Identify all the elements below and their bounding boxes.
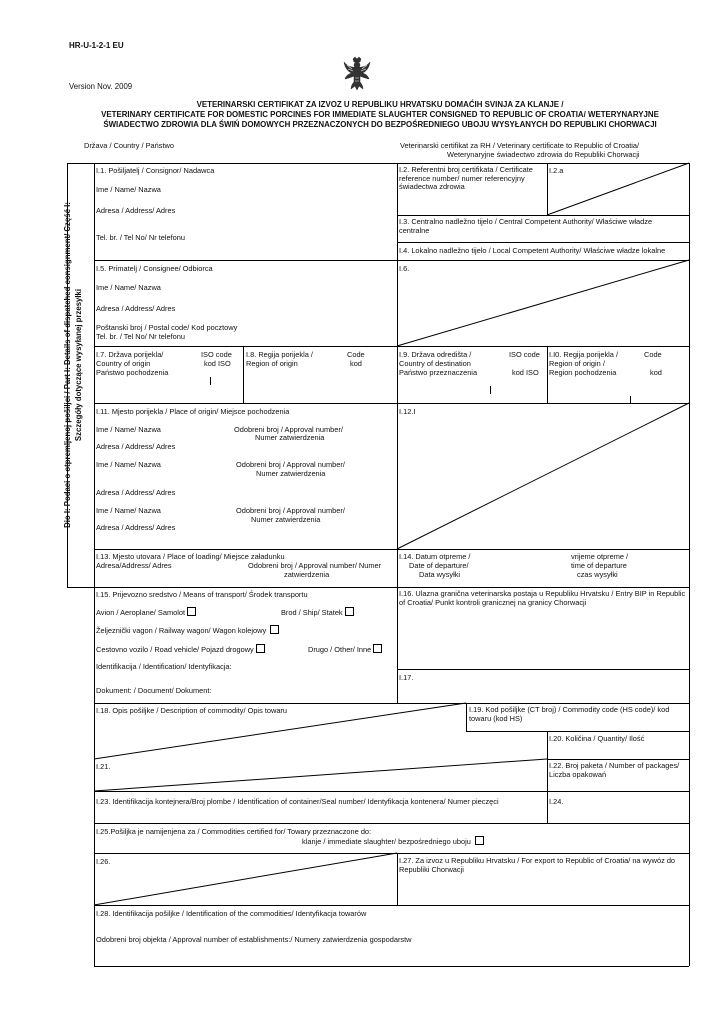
i16-entry-bip[interactable]: I.16. Ulazna granična veterinarska postaja u Republiku Hrvatsku / Entry BIP in Republic of Croatia/ Punkt kontroli granicznej na granicy Chorwacji [399,589,686,607]
i5-title: I.5. Primatelj / Consignee/ Odbiorca [96,264,213,273]
i12-label: I.12.I [399,407,416,416]
i13-approval-1: Odobreni broj / Approval number/ Numer [248,561,382,570]
i8-code-2: kod [350,359,362,368]
i10-label-2: Region of origin / [549,359,605,368]
i25-slaughter-option[interactable]: klanje / immediate slaughter/ bezpośredniego uboju [302,836,484,846]
version-label: Version Nov. 2009 [69,82,133,91]
i11-title: I.11. Mjesto porijekla / Place of origin/ Miejsce pochodzenia [96,407,290,416]
i18-description[interactable]: I.18. Opis pošiljke / Description of commodity/ Opis towaru [96,706,287,715]
i23-container[interactable]: I.23. Identifikacija kontejnera/Broj plombe / Identification of container/Seal number/ Identyfikacja kontenera/ Numer pieczęci [96,797,499,806]
aeroplane-checkbox[interactable] [187,607,196,616]
i19-commodity-code[interactable]: I.19. Kod pošiljke (CT broj) / Commodity code (HS code)/ kod towaru (kod HS) [469,705,670,723]
i15-aeroplane-option[interactable]: Avion / Aeroplane/ Samolot [96,607,196,617]
i15-identification[interactable]: Identifikacija / Identification/ Identyfikacja: [96,662,232,671]
i15-road-option[interactable]: Cestovno vozilo / Road vehicle/ Pojazd drogowy [96,644,265,654]
i9-iso-2: kod ISO [512,368,539,377]
i8-label-1: I.8. Regija porijekla / [246,350,313,359]
slaughter-checkbox[interactable] [475,836,484,845]
i1-tel[interactable]: Tel. br. / Tel No/ Nr telefonu [96,233,186,242]
i14-time-3: czas wysyłki [577,570,618,579]
i11-address-3[interactable]: Adresa / Address/ Adres [96,523,176,532]
i27-export[interactable]: I.27. Za izvoz u Republiku Hrvatsku / For export to Republic of Croatia/ na wywóz do Republiki Chorwacji [399,856,676,874]
i24-label: I.24. [549,797,564,806]
i10-code-1: Code [644,350,662,359]
i7-label-1: I.7. Država porijekla/ [96,350,164,359]
road-checkbox[interactable] [256,644,265,653]
i7-label-3: Państwo pochodzenia [96,368,169,377]
i13-address[interactable]: Adresa/Address/ Adres [96,561,172,570]
i7-label-2: Country of origin [96,359,151,368]
i11-name-3[interactable]: Ime / Name/ Nazwa [96,506,161,515]
i9-label-3: Państwo przeznaczenia [399,368,478,377]
i7-iso-1: ISO code [201,350,232,359]
i2-reference-number[interactable]: I.2. Referentni broj certifikata / Certificate reference number/ numer referencyjny świadectwa zdrowia [399,165,533,192]
i26-label: I.26. [96,857,111,866]
i5-address[interactable]: Adresa / Address/ Adres [96,304,176,313]
i14-time-1: vrijeme otpreme / [571,552,629,561]
i11-approval-2b: Numer zatwierdzenia [256,469,326,478]
ship-checkbox[interactable] [345,607,354,616]
i9-label-1: I.9. Država odredišta / [399,350,472,359]
i9-iso-1: ISO code [509,350,540,359]
i11-approval-1a: Odobreni broj / Approval number/ [234,425,343,434]
i5-name[interactable]: Ime / Name/ Nazwa [96,283,161,292]
i5-postal[interactable]: Poštanski broj / Postal code/ Kod pocztowy [96,323,238,332]
i11-address-2[interactable]: Adresa / Address/ Adres [96,488,176,497]
i14-date-2: Date of departure/ [409,561,469,570]
part-one-side-label: Dio I: Podaci o otpremljenoj pošiljci / Part I: Details of dispatched consignment/ Część I: Szczegóły dotyczące wysyłanej przesyłki [63,202,83,528]
i11-address-1[interactable]: Adresa / Address/ Adres [96,442,176,451]
i15-rail-option[interactable]: Željeznički vagon / Railway wagon/ Wagon kolejowy [96,625,279,635]
i1-title: I.1. Pošiljatelj / Consignor/ Nadawca [96,166,215,175]
i11-approval-1b: Numer zatwierdzenia [255,433,325,442]
i20-quantity[interactable]: I.20. Količina / Quantity/ Ilość [549,734,645,743]
i11-approval-3a: Odobreni broj / Approval number/ [236,506,345,515]
i21-label: I.21. [96,762,111,771]
i11-name-2[interactable]: Ime / Name/ Nazwa [96,460,161,469]
document-code: HR-U-1-2-1 EU [69,41,124,50]
i15-title: I.15. Prijevozno sredstvo / Means of transport/ Środek transportu [96,590,308,599]
i10-label-3: Region pochodzenia [549,368,617,377]
i10-code-2: kod [650,368,662,377]
country-label: Država / Country / Państwo [84,141,174,150]
i6-label: I.6. [399,264,410,273]
i11-name-1[interactable]: Ime / Name/ Nazwa [96,425,161,434]
certificate-to-line1: Veterinarski certifikat za RH / Veterinary certificate to Republic of Croatia/ [400,141,640,150]
i11-approval-2a: Odobreni broj / Approval number/ [236,460,345,469]
i14-time-2: time of departure [571,561,627,570]
i17-label: I.17. [399,673,414,682]
i15-other-option[interactable]: Drugo / Other/ Inne [308,644,382,654]
i15-ship-option[interactable]: Brod / Ship/ Statek [281,607,354,617]
certificate-to-line2: Weterynaryjne świadectwo zdrowia do Republiki Chorwacji [447,150,640,159]
i25-title: I.25.Pošiljka je namijenjena za / Commodities certified for/ Towary przeznaczone do: [96,827,372,836]
i13-title: I.13. Mjesto utovara / Place of loading/ Miejsce załadunku [96,552,285,561]
i10-label-1: I.I0. Regija porijekla / [549,350,619,359]
i11-approval-3b: Numer zatwierdzenia [251,515,321,524]
i7-iso-2: kod ISO [204,359,231,368]
i14-date-3: Data wysyłki [419,570,461,579]
i3-central-authority[interactable]: I.3. Centralno nadležno tijelo / Central Competent Authority/ Właściwe władze centralne [399,217,653,235]
title-line-1: VETERINARSKI CERTIFIKAT ZA IZVOZ U REPUBLIKU HRVATSKU DOMAĆIH SVINJA ZA KLANJE / [196,100,564,109]
i4-local-authority[interactable]: I.4. Lokalno nadležno tijelo / Local Competent Authority/ Właściwe władze lokalne [399,246,666,255]
rail-checkbox[interactable] [270,625,279,634]
i9-label-2: Country of destination [399,359,471,368]
title-line-3: ŚWIADECTWO ZDROWIA DLA ŚWIŃ DOMOWYCH PRZEZNACZONYCH DO BEZPOŚREDNIEGO UBOJU WYSYŁANYCH DO REPUBLIKI CHORWACJI [103,120,657,129]
i22-packages[interactable]: I.22. Broj paketa / Number of packages/ Liczba opakowań [549,761,680,779]
other-checkbox[interactable] [373,644,382,653]
i2a-label: I.2.a [549,166,564,175]
i8-label-2: Region of origin [246,359,298,368]
i15-document[interactable]: Dokument: / Document/ Dokument: [96,686,212,695]
i1-address[interactable]: Adresa / Address/ Adres [96,206,176,215]
i28-approval-number[interactable]: Odobreni broj objekta / Approval number of establishments:/ Numery zatwierdzenia gospodarstw [96,935,412,944]
title-line-2: VETERINARY CERTIFICATE FOR DOMESTIC PORCINES FOR IMMEDIATE SLAUGHTER CONSIGNED TO REPUBLIC OF CROATIA/ WETERYNARYJNE [101,110,659,119]
i14-date-1: I.14. Datum otpreme / [399,552,471,561]
i13-approval-2: zatwierdzenia [284,570,330,579]
i28-title: I.28. Identifikacija pošiljke / Identification of the commodities/ Identyfikacja towarów [96,909,367,918]
i1-name[interactable]: Ime / Name/ Nazwa [96,185,161,194]
i5-tel[interactable]: Tel. br. / Tel No/ Nr telefonu [96,332,186,341]
i8-code-1: Code [347,350,365,359]
